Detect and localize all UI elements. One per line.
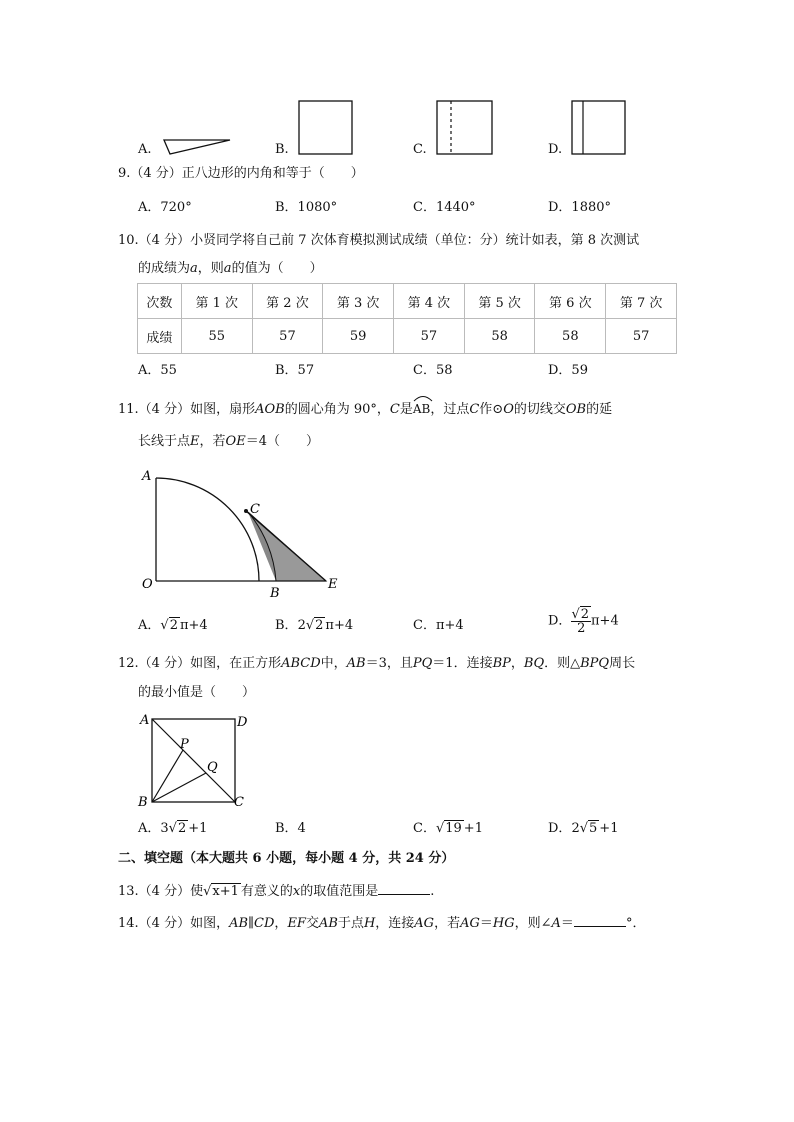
q14-var: EF	[287, 916, 306, 931]
option-tail: +1	[188, 821, 208, 836]
q12-label-q: Q	[207, 760, 218, 775]
option-label: B．	[275, 618, 298, 633]
table-cell: 58	[464, 319, 535, 354]
q8-square-d-shape	[572, 101, 625, 154]
q12-option-c	[413, 821, 483, 837]
q11-stem-line1	[118, 401, 612, 418]
q9-option-b: B．1080°	[275, 200, 338, 215]
q12-var: BQ	[523, 656, 545, 671]
q10-stem-line1: 10.（4 分）小贤同学将自己前 7 次体育模拟测试成绩（单位：分）统计如表，第 8 次测试	[118, 233, 640, 248]
q10-var: a	[190, 261, 198, 276]
coefficient: 2	[571, 821, 580, 836]
q11-label-o: O	[142, 577, 153, 592]
q8-option-a-label: A.	[138, 142, 152, 157]
q10-text: ，则	[197, 261, 224, 276]
q9-option-c: C．1440°	[413, 200, 476, 215]
q8-square-shape	[299, 101, 352, 154]
q11-text: ＝4（ ）	[245, 434, 319, 449]
option-label: D．	[548, 821, 572, 836]
q11-text: 11.（4 分）如图，扇形	[118, 402, 256, 417]
q11-label-e: E	[328, 577, 338, 592]
denominator: 2	[577, 621, 586, 636]
q13-stem	[118, 882, 434, 900]
q11-var: OB	[565, 402, 587, 417]
q14-var: AB	[318, 916, 338, 931]
q8-option-b-label: B.	[275, 142, 289, 157]
q8-option-d-label: D.	[548, 142, 563, 157]
arc-symbol-icon	[413, 394, 433, 402]
q10-option-b: B．57	[275, 363, 315, 378]
q11-text: ，过点	[430, 402, 470, 417]
coefficient: 3	[160, 821, 169, 836]
q11-stem-line2	[138, 434, 319, 450]
q13-text: .	[430, 884, 435, 899]
radicand: 5	[589, 821, 598, 836]
q13-var: x	[292, 884, 301, 899]
q8-option-b-figure	[296, 98, 356, 158]
q11-option-b	[275, 618, 353, 634]
q10-option-a: A．55	[138, 363, 177, 378]
sqrt-symbol-icon: √	[305, 618, 315, 633]
q10-score-table	[137, 283, 677, 354]
q11-text: ，若	[199, 434, 226, 449]
table-cell: 第 5 次	[464, 284, 535, 319]
q11-label-a: A	[142, 469, 152, 484]
q9-option-a: A．720°	[138, 200, 192, 215]
q12-label-d: D	[237, 715, 248, 730]
fraction	[571, 608, 591, 635]
q10-option-d: D．59	[548, 363, 588, 378]
q12-text: 中，	[320, 656, 347, 671]
numerator	[571, 608, 591, 622]
q11-sector-figure	[138, 466, 348, 601]
radicand: x+1	[212, 884, 239, 899]
table-cell: 57	[252, 319, 323, 354]
radicand: 2	[580, 607, 590, 622]
option-label: A．	[138, 618, 161, 633]
q14-text: ∥	[248, 916, 255, 931]
q11-label-b: B	[270, 586, 280, 601]
q12-var: PQ	[412, 656, 433, 671]
option-tail: +1	[463, 821, 483, 836]
table-cell: 次数	[138, 284, 182, 319]
sqrt-symbol-icon: √	[168, 821, 177, 836]
q11-option-a	[138, 618, 208, 634]
q12-label-b: B	[138, 795, 148, 810]
option-label: A．	[138, 821, 161, 836]
q14-stem	[118, 914, 645, 932]
table-cell: 58	[535, 319, 606, 354]
radicand: 19	[445, 821, 462, 836]
q9-option-d: D．1880°	[548, 200, 612, 215]
q12-var: BPQ	[580, 656, 610, 671]
q10-text: 的成绩为	[138, 261, 191, 276]
q8-option-a-figure	[160, 134, 235, 158]
q12-text: 周长	[609, 656, 636, 671]
option-tail: π+4	[179, 618, 208, 633]
q11-label-c: C	[250, 502, 260, 517]
q8-option-c-label: C.	[413, 142, 427, 157]
q14-var: AG	[414, 916, 435, 931]
q14-text: ＝	[560, 916, 574, 931]
table-cell: 第 3 次	[323, 284, 394, 319]
radicand: 2	[315, 618, 324, 633]
q11-var: C	[469, 402, 480, 417]
q12-text: ，	[510, 656, 524, 671]
table-cell: 第 2 次	[252, 284, 323, 319]
option-label: C．	[413, 618, 436, 633]
q11-var: O	[503, 402, 514, 417]
q10-table-score-row	[138, 319, 677, 354]
q10-option-c: C．58	[413, 363, 453, 378]
q8-option-d-figure	[569, 98, 629, 158]
q11-text: 的切线交	[513, 402, 566, 417]
q11-text: 的延	[586, 402, 613, 417]
q10-table-header-row	[138, 284, 677, 319]
answer-blank[interactable]	[378, 882, 430, 895]
sqrt-symbol-icon: √	[571, 607, 580, 622]
q12-square-figure	[136, 710, 256, 812]
q14-var: A	[551, 916, 561, 931]
q11-arc-ab	[156, 478, 259, 581]
q8-option-c-figure	[434, 98, 496, 158]
q12-text: ．则△	[544, 656, 581, 671]
q12-stem-line2: 的最小值是（ ）	[138, 685, 256, 700]
q12-option-a	[138, 821, 207, 837]
table-cell: 成绩	[138, 319, 182, 354]
table-cell: 55	[181, 319, 252, 354]
q14-text: °．	[625, 916, 646, 931]
q10-stem-line2	[138, 261, 323, 277]
option-tail: π+4	[591, 613, 619, 629]
q12-diagonal-ac	[152, 719, 235, 802]
q14-var: AB	[229, 916, 249, 931]
sqrt-symbol-icon: √	[203, 884, 212, 899]
q14-text: ＝	[479, 916, 493, 931]
q14-text: ，若	[434, 916, 461, 931]
q12-stem-line1	[118, 656, 635, 672]
table-cell: 第 4 次	[394, 284, 465, 319]
q12-var: ABCD	[281, 656, 321, 671]
q12-text: ＝1．连接	[432, 656, 493, 671]
q11-text: 是	[399, 402, 413, 417]
sqrt-symbol-icon: √	[160, 618, 169, 633]
table-cell: 第 1 次	[181, 284, 252, 319]
table-cell: 57	[394, 319, 465, 354]
q11-point-c	[244, 509, 248, 513]
option-label: C．	[413, 821, 436, 836]
option-label: D．	[548, 613, 572, 629]
q14-text: 交	[305, 916, 319, 931]
table-cell: 第 7 次	[606, 284, 677, 319]
q11-var: OE	[225, 434, 246, 449]
q13-text: 13.（4 分）使	[118, 884, 204, 899]
q14-text: ，连接	[375, 916, 415, 931]
q14-var: CD	[254, 916, 275, 931]
q11-option-c	[413, 618, 464, 634]
q12-option-d	[548, 821, 618, 837]
section-title-fill-in: 二、填空题（本大题共 6 小题，每小题 4 分，共 24 分）	[118, 851, 455, 866]
q14-var: AG	[460, 916, 480, 931]
table-cell: 57	[606, 319, 677, 354]
q11-arc-notation	[413, 401, 430, 417]
q8-square-c-shape	[437, 101, 492, 154]
q12-text: ＝3，且	[365, 656, 413, 671]
q11-var: AOB	[255, 402, 285, 417]
q12-var: BP	[492, 656, 511, 671]
radicand: 2	[177, 821, 187, 836]
q11-text: 作⊙	[479, 402, 504, 417]
radicand: 2	[169, 618, 178, 633]
table-cell: 59	[323, 319, 394, 354]
q14-var: H	[363, 916, 376, 931]
q14-text: ，则∠	[514, 916, 552, 931]
q10-text: 的值为（ ）	[231, 261, 323, 276]
q12-text: 12.（4 分）如图，在正方形	[118, 656, 282, 671]
q14-text: 14.（4 分）如图，	[118, 916, 230, 931]
option-tail: +1	[599, 821, 619, 836]
q12-option-b: B．4	[275, 821, 306, 836]
answer-blank[interactable]	[574, 914, 626, 927]
q14-text: 于点	[337, 916, 364, 931]
coefficient: 2	[297, 618, 306, 633]
q11-arc-text: AB	[412, 402, 431, 416]
q9-stem: 9.（4 分）正八边形的内角和等于（ ）	[118, 166, 364, 181]
q14-var: HG	[492, 916, 515, 931]
q12-label-c: C	[234, 795, 244, 810]
q12-label-p: P	[180, 737, 189, 752]
q13-text: 有意义的	[240, 884, 293, 899]
q11-var: E	[190, 434, 200, 449]
q11-var: C	[389, 402, 400, 417]
option-text: π+4	[435, 618, 464, 633]
q11-text: 长线于点	[138, 434, 191, 449]
q13-text: 的取值范围是	[300, 884, 379, 899]
sqrt-symbol-icon: √	[435, 821, 445, 836]
table-cell: 第 6 次	[535, 284, 606, 319]
option-tail: π+4	[325, 618, 354, 633]
q11-option-d	[548, 608, 619, 635]
q8-triangle-shape	[164, 140, 230, 154]
q12-label-a: A	[140, 713, 150, 728]
q14-text: ，	[274, 916, 288, 931]
q12-var: AB	[346, 656, 366, 671]
q11-text: 的圆心角为 90°，	[284, 402, 390, 417]
q10-var: a	[223, 261, 232, 276]
sqrt-symbol-icon: √	[579, 821, 589, 836]
